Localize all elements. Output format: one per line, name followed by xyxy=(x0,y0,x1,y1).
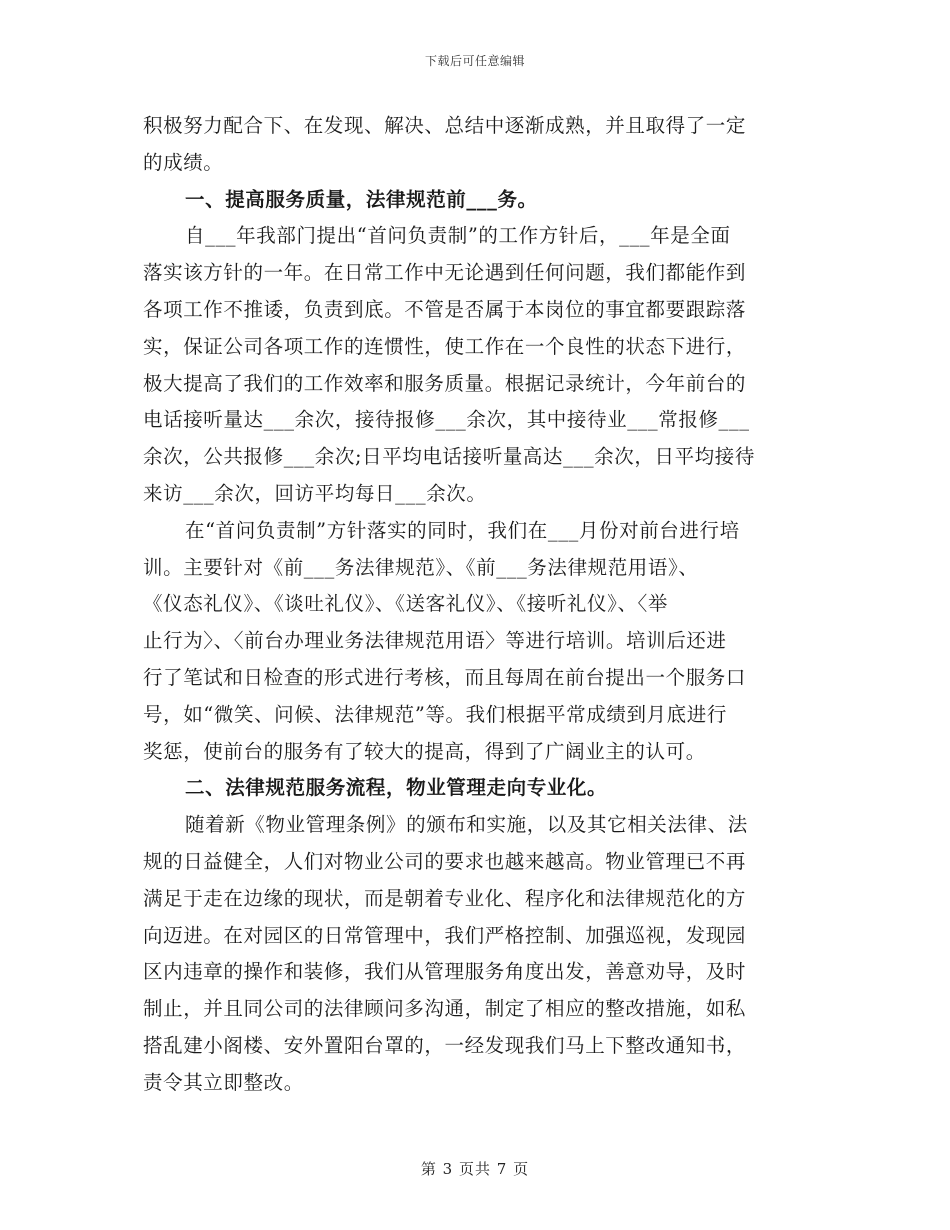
text-line: 来访___余次，回访平均每日___余次。 xyxy=(143,481,487,505)
text-line: 号，如“微笑、问候、法律规范”等。我们根据平常成绩到月底进行 xyxy=(143,702,727,726)
text-line: 责令其立即整改。 xyxy=(143,1070,304,1094)
text-line: 制止，并且同公司的法律顾问多沟通，制定了相应的整改措施，如私 xyxy=(143,997,747,1021)
document-body xyxy=(143,108,805,1102)
text-line: 的成绩。 xyxy=(143,150,224,174)
text-line: 极大提高了我们的工作效率和服务质量。根据记录统计，今年前台的 xyxy=(143,371,747,395)
text-line: 随着新《物业管理条例》的颁布和实施，以及其它相关法律、法 xyxy=(185,813,748,837)
text-line: 《仪态礼仪》、《谈吐礼仪》、《送客礼仪》、《接听礼仪》、〈举 xyxy=(143,592,669,616)
page-footer: 第 3 页共 7 页 xyxy=(420,1160,530,1178)
text-line: 各项工作不推诿，负责到底。不管是否属于本岗位的事宜都要跟踪落 xyxy=(143,297,747,321)
section-heading: 二、法律规范服务流程，物业管理走向专业化。 xyxy=(185,776,608,800)
page-header: 下载后可任意编辑 xyxy=(424,54,525,68)
text-line: 向迈进。在对园区的日常管理中，我们严格控制、加强巡视，发现园 xyxy=(143,923,747,947)
text-line: 实，保证公司各项工作的连惯性，使工作在一个良性的状态下进行， xyxy=(143,334,747,358)
text-line: 区内违章的操作和装修，我们从管理服务角度出发，善意劝导，及时 xyxy=(143,960,747,984)
section-heading: 一、提高服务质量，法律规范前___务。 xyxy=(185,187,538,211)
text-line: 落实该方针的一年。在日常工作中无论遇到任何问题，我们都能作到 xyxy=(143,261,747,285)
text-line: 行了笔试和日检查的形式进行考核，而且每周在前台提出一个服务口 xyxy=(143,665,747,689)
text-line: 奖惩，使前台的服务有了较大的提高，得到了广阔业主的认可。 xyxy=(143,739,706,763)
text-line: 自___年我部门提出“首问负责制”的工作方针后，___年是全面 xyxy=(185,224,731,248)
text-line: 积极努力配合下、在发现、解决、总结中逐渐成熟，并且取得了一定 xyxy=(143,114,747,137)
text-line: 余次，公共报修___余次;日平均电话接听量高达___余次，日平均接待 xyxy=(143,445,755,469)
text-line: 电话接听量达___余次，接待报修___余次，其中接待业___常报修___ xyxy=(143,408,750,432)
text-line: 满足于走在边缘的现状，而是朝着专业化、程序化和法律规范化的方 xyxy=(143,886,747,910)
text-line: 止行为〉、〈前台办理业务法律规范用语〉等进行培训。培训后还进 xyxy=(143,629,727,653)
text-line: 在“首问负责制”方针落实的同时，我们在___月份对前台进行培 xyxy=(185,518,740,542)
text-line: 训。主要针对《前___务法律规范》、《前___务法律规范用语》、 xyxy=(143,555,699,579)
text-line: 搭乱建小阁楼、安外置阳台罩的，一经发现我们马上下整改通知书， xyxy=(143,1033,747,1057)
text-line: 规的日益健全，人们对物业公司的要求也越来越高。物业管理已不再 xyxy=(143,849,747,873)
